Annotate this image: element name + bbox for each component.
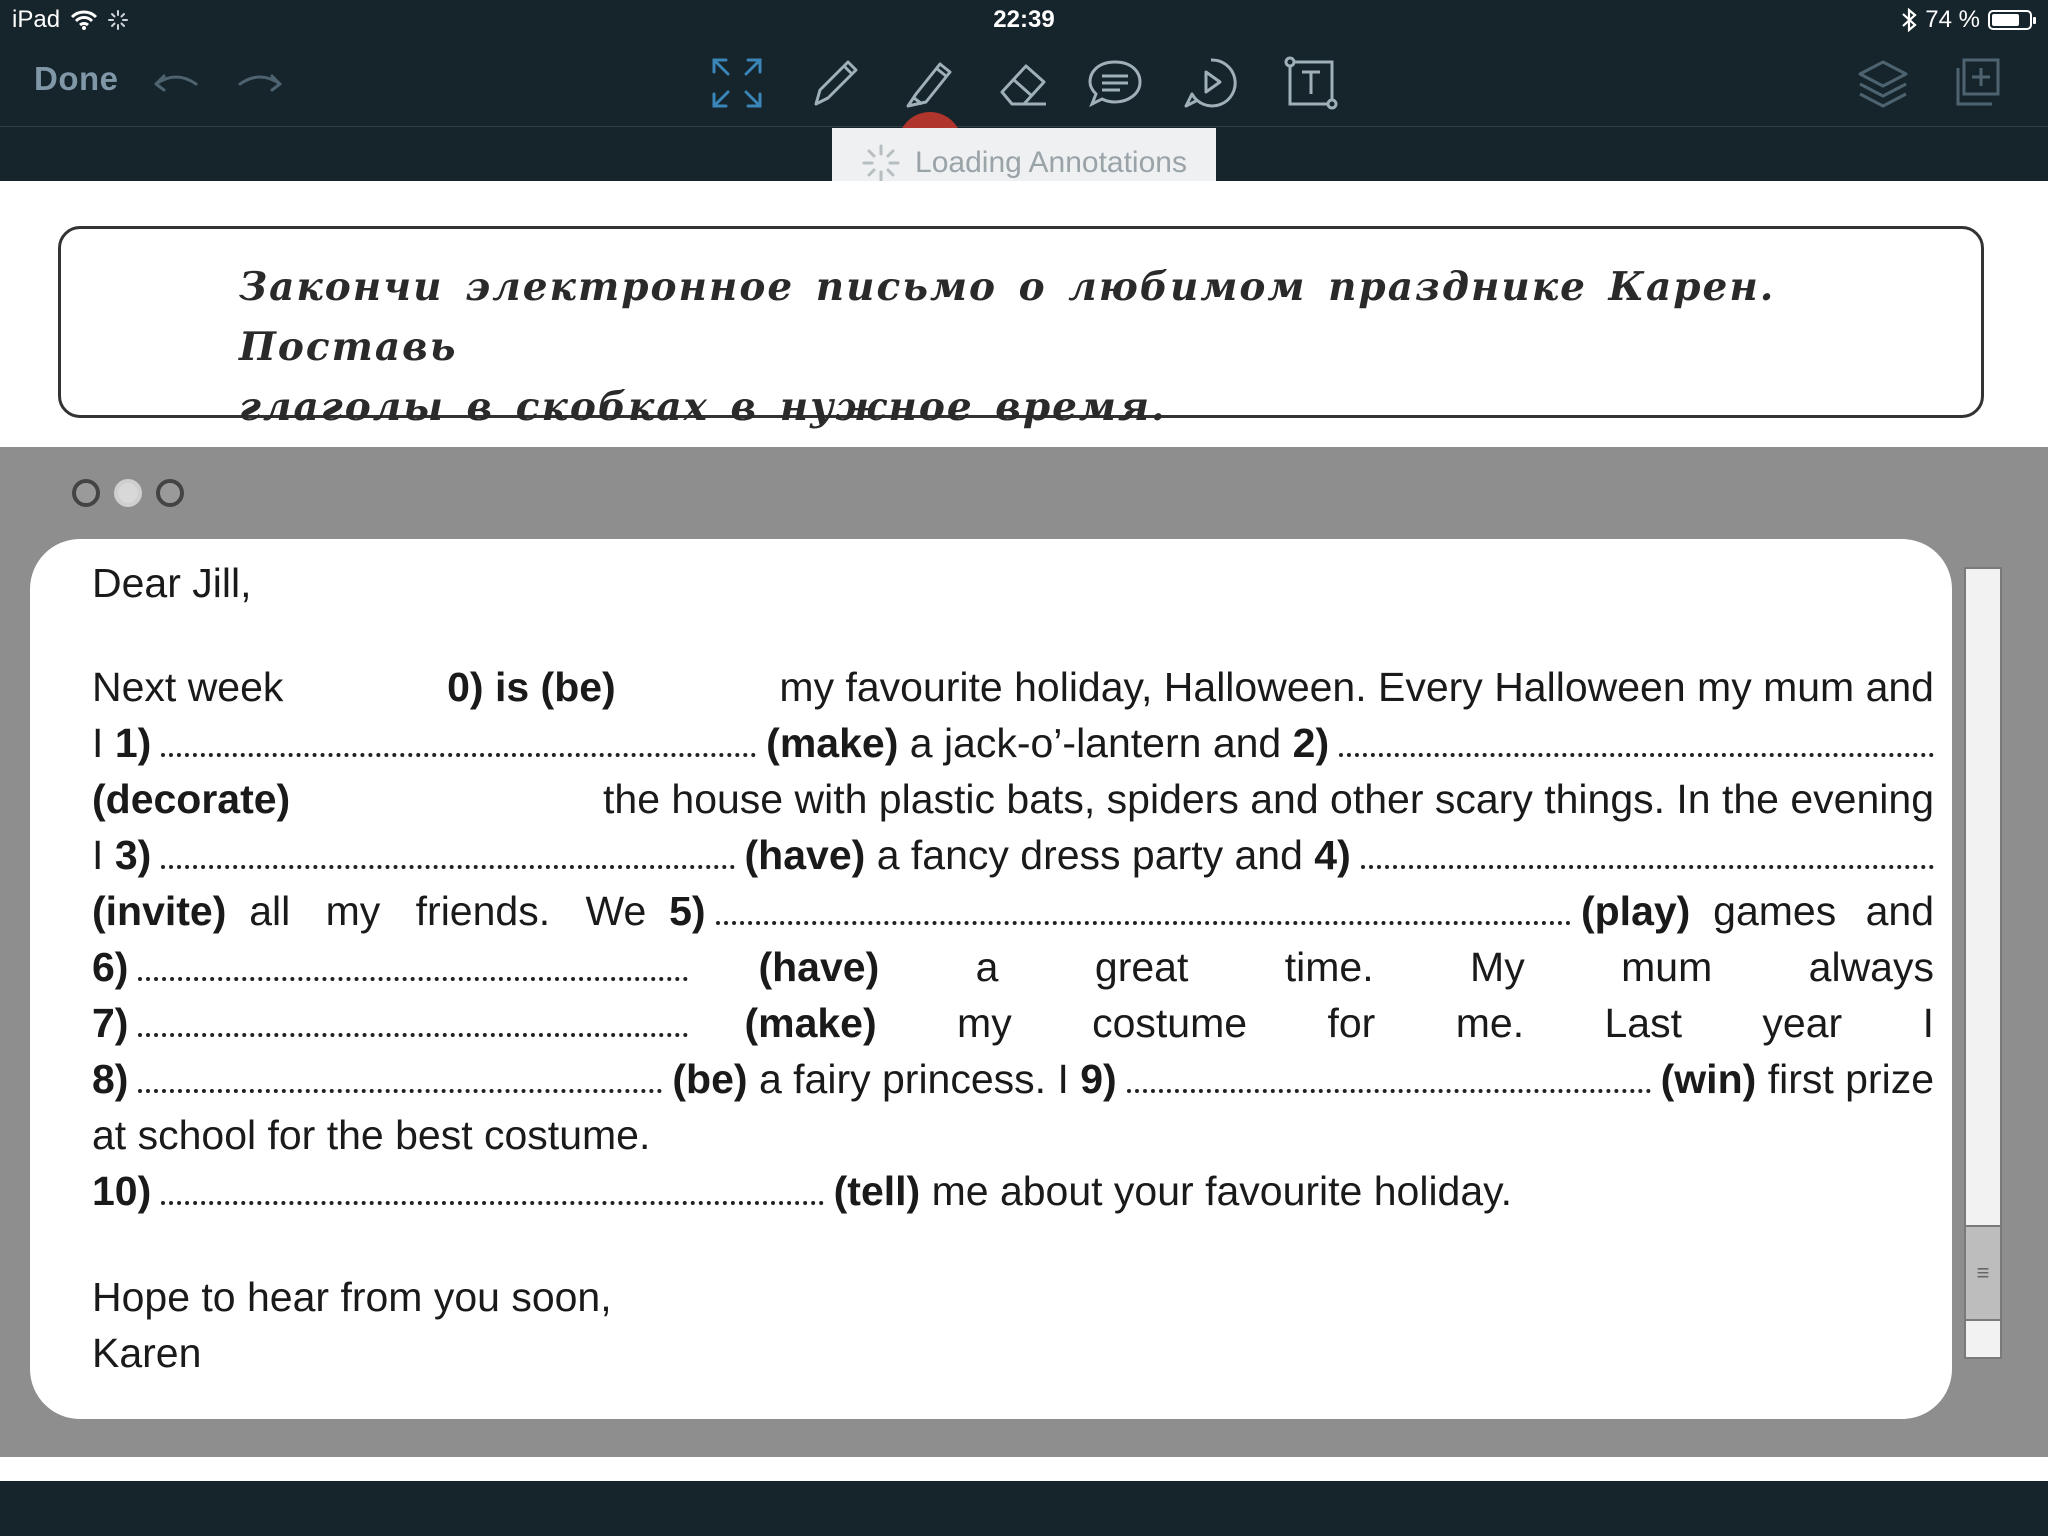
play-icon — [1182, 54, 1240, 112]
text: first prize — [1767, 1056, 1934, 1102]
done-button[interactable]: Done — [34, 60, 119, 97]
answer-blank-7[interactable] — [138, 1033, 688, 1037]
task-instructions — [239, 257, 1959, 437]
text: (have) — [758, 944, 880, 990]
text: 5) — [669, 888, 706, 934]
comment-tool-button[interactable] — [1082, 52, 1148, 114]
undo-icon — [146, 54, 204, 112]
text: (make) — [766, 720, 899, 766]
text: (have) — [744, 832, 866, 878]
text: (decorate) — [92, 776, 291, 822]
word: time. — [1284, 944, 1374, 990]
word: I — [1922, 1000, 1934, 1046]
fullscreen-icon — [708, 54, 766, 112]
audio-note-button[interactable] — [1178, 52, 1244, 114]
text-box-icon — [1282, 54, 1340, 112]
redo-button[interactable] — [228, 52, 294, 114]
pen-icon — [806, 54, 864, 112]
answer-blank-3[interactable] — [161, 865, 734, 869]
loading-spinner-icon — [861, 143, 901, 183]
answer-blank-5[interactable] — [716, 921, 1571, 925]
redo-icon — [232, 54, 290, 112]
loading-text: Loading Annotations — [915, 146, 1187, 179]
eraser-tool-button[interactable] — [990, 52, 1056, 114]
answer-blank-2[interactable] — [1339, 753, 1934, 757]
task-box — [58, 226, 1984, 430]
battery-percent: 74 % — [1925, 6, 1980, 33]
letter-line — [92, 1163, 1512, 1219]
word: My — [1470, 944, 1525, 990]
line-tail — [744, 995, 1934, 1051]
word: year — [1762, 1000, 1843, 1046]
word: a — [975, 944, 999, 990]
answer-blank-9[interactable] — [1127, 1089, 1651, 1093]
text: (make) — [744, 1000, 877, 1046]
bluetooth-icon — [1901, 8, 1917, 32]
greeting: Dear Jill, — [92, 560, 252, 606]
comment-icon — [1086, 54, 1144, 112]
word: great — [1094, 944, 1189, 990]
text: all my friends. We — [249, 888, 647, 934]
battery-fill — [1992, 14, 2019, 26]
letter-line — [92, 771, 1934, 827]
letter-line — [92, 715, 1934, 771]
word: mum — [1621, 944, 1713, 990]
text: 10) — [92, 1168, 152, 1214]
answer-blank-1[interactable] — [161, 753, 756, 757]
layers-icon — [1854, 54, 1912, 112]
text: 2) — [1292, 720, 1330, 766]
battery-icon — [1988, 10, 2032, 30]
text: I — [92, 720, 104, 766]
add-page-icon — [1946, 54, 2004, 112]
signature: Karen — [92, 1330, 202, 1376]
text: 3) — [114, 832, 152, 878]
letter-line — [92, 827, 1934, 883]
text: a fancy dress party and — [876, 832, 1303, 878]
task-line: глаголы в скобках в нужное время. — [239, 384, 1167, 430]
text: 0) is (be) — [447, 664, 616, 710]
text: (be) — [672, 1056, 748, 1102]
eraser-icon — [994, 54, 1052, 112]
grip-icon: ≡ — [1976, 1260, 1990, 1285]
highlighter-tool-button[interactable] — [896, 52, 962, 114]
text: me about your favourite holiday. — [931, 1168, 1512, 1214]
letter-line: at school for the best costume. — [92, 1112, 651, 1158]
text: 8) — [92, 1056, 129, 1102]
device-name: iPad — [12, 6, 61, 33]
line-tail — [758, 939, 1934, 995]
word: me. — [1455, 1000, 1525, 1046]
text: the house with plastic bats, spiders and other scary things. In the evening — [603, 776, 1934, 822]
task-line: Закончи электронное письмо о любимом празднике Карен. Поставь — [239, 264, 1776, 370]
letter-line — [92, 939, 1934, 995]
word: my — [957, 1000, 1012, 1046]
window-dots — [72, 479, 184, 507]
annotation-toolbar — [0, 40, 2048, 127]
clock: 22:39 — [993, 6, 1055, 33]
text: a jack-o’-lantern and — [909, 720, 1282, 766]
word: for — [1327, 1000, 1376, 1046]
answer-blank-4[interactable] — [1361, 865, 1934, 869]
letter-line — [92, 995, 1934, 1051]
layers-button[interactable] — [1850, 52, 1916, 114]
text: (invite) — [92, 888, 227, 934]
text: (win) — [1660, 1056, 1757, 1102]
status-bar — [0, 0, 2048, 40]
letter-line — [92, 659, 1934, 715]
text: 7) — [92, 1000, 129, 1046]
text-box-button[interactable] — [1278, 52, 1344, 114]
text: I — [92, 832, 104, 878]
text: 6) — [92, 944, 129, 990]
email-body — [30, 539, 1952, 1419]
text: 4) — [1314, 832, 1351, 878]
answer-blank-10[interactable] — [161, 1201, 823, 1205]
text: 9) — [1080, 1056, 1117, 1102]
closing: Hope to hear from you soon, — [92, 1274, 612, 1320]
window-dot — [72, 479, 100, 507]
scrollbar[interactable] — [1964, 567, 2002, 1359]
status-right — [1901, 6, 2032, 34]
answer-blank-6[interactable] — [138, 977, 688, 981]
text: my favourite holiday, Halloween. Every Halloween my mum and — [779, 664, 1934, 710]
fullscreen-button[interactable] — [704, 52, 770, 114]
letter-text — [92, 551, 1934, 1381]
letter-line — [92, 883, 1934, 939]
word: Last — [1604, 1000, 1682, 1046]
text: games and — [1713, 888, 1934, 934]
letter-line — [92, 1051, 1934, 1107]
text: (tell) — [833, 1168, 921, 1214]
window-dot — [114, 479, 142, 507]
window-dot — [156, 479, 184, 507]
email-window — [0, 447, 2048, 1457]
text: (play) — [1580, 888, 1691, 934]
word: always — [1808, 944, 1934, 990]
text: a fairy princess. I — [758, 1056, 1069, 1102]
highlighter-icon — [900, 54, 958, 112]
answer-blank-8[interactable] — [138, 1089, 662, 1093]
text: Next week — [92, 664, 284, 710]
pen-tool-button[interactable] — [802, 52, 868, 114]
text: 1) — [114, 720, 152, 766]
word: costume — [1092, 1000, 1248, 1046]
add-page-button[interactable] — [1942, 52, 2008, 114]
document-page — [0, 181, 2048, 1481]
scrollbar-thumb[interactable] — [1964, 1225, 2002, 1321]
bottom-bar — [0, 1481, 2048, 1536]
undo-button[interactable] — [142, 52, 208, 114]
